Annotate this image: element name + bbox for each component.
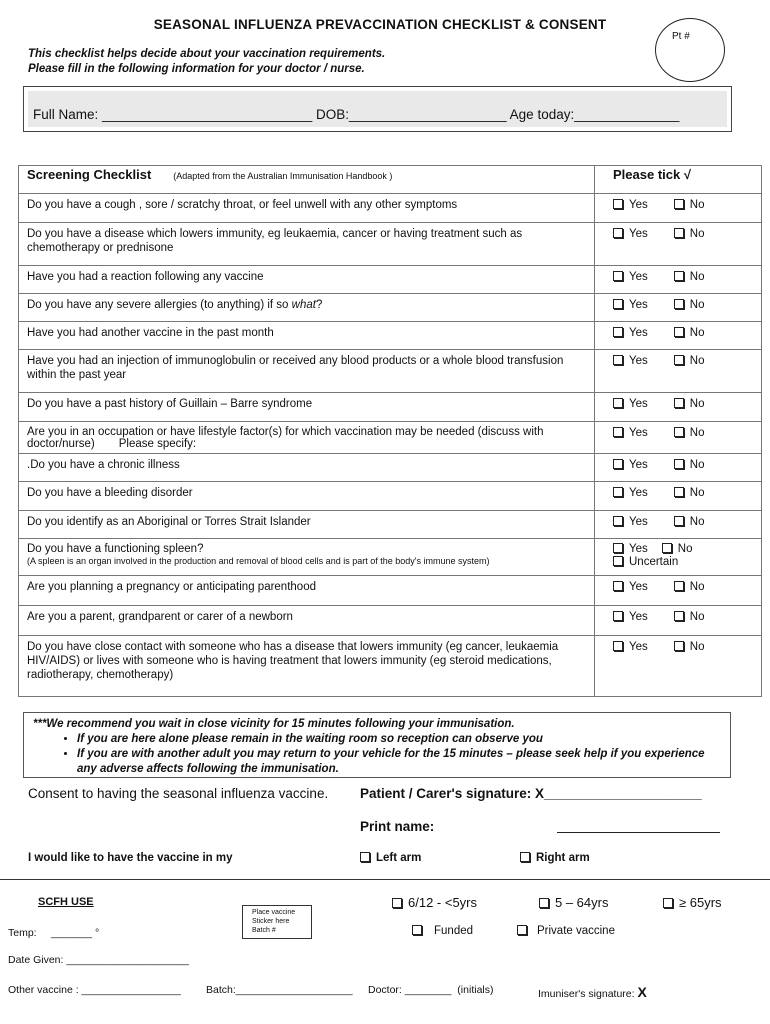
yes-label: Yes: [629, 516, 648, 528]
table-row: [19, 636, 762, 697]
question-bleeding-disorder: Do you have a bleeding disorder: [19, 482, 595, 511]
table-row: [19, 194, 762, 223]
checkbox-icon[interactable]: [674, 228, 684, 238]
office-use-divider: [0, 879, 770, 880]
checkbox-icon[interactable]: [674, 398, 684, 408]
checkbox-icon[interactable]: [392, 898, 402, 908]
no-label: No: [689, 228, 705, 240]
no-label: No: [689, 199, 705, 211]
notice-bullet-adult: • If you are with another adult you may return to your vehicle for the 15 minutes – please seek help if you experience any adverse affects following the immunisation.: [77, 747, 723, 777]
batch-field[interactable]: Batch:____________________: [206, 984, 353, 996]
table-row: [19, 606, 762, 636]
spleen-note: (A spleen is an organ involved in the production and removal of blood cells and is part of the body's immune system): [27, 556, 490, 566]
no-label: No: [689, 516, 705, 528]
yes-label: Yes: [629, 543, 648, 555]
patient-number-label: Pt #: [672, 31, 690, 42]
intro-text: [28, 47, 385, 77]
checkbox-icon[interactable]: [613, 581, 623, 591]
checkbox-icon[interactable]: [613, 271, 623, 281]
checkbox-icon[interactable]: [613, 199, 623, 209]
yes-label: Yes: [629, 271, 648, 283]
checkbox-icon[interactable]: [613, 611, 623, 621]
checkbox-icon[interactable]: [613, 516, 623, 526]
checkbox-icon[interactable]: [517, 925, 527, 935]
checkbox-icon[interactable]: [613, 427, 623, 437]
no-label: No: [677, 543, 693, 555]
yes-label: Yes: [629, 427, 648, 439]
other-vaccine-field[interactable]: Other vaccine : _________________: [8, 984, 181, 996]
table-row: [19, 322, 762, 350]
checkbox-icon[interactable]: [663, 898, 673, 908]
date-given-field[interactable]: Date Given: _____________________: [8, 954, 189, 966]
checkbox-icon[interactable]: [613, 641, 623, 651]
table-row: [19, 350, 762, 393]
yes-label: Yes: [629, 299, 648, 311]
checkbox-icon[interactable]: [674, 199, 684, 209]
checkbox-icon[interactable]: [674, 459, 684, 469]
question-close-contact: Do you have close contact with someone who has a disease that lowers immunity (eg cancer, leukaemia HIV/AIDS) or lives with someone who is having treatment that lowers immunity (eg steroid medications, radiotherapy, chemotherapy): [19, 636, 595, 697]
arm-question: I would like to have the vaccine in my: [28, 852, 233, 864]
temperature-field[interactable]: Temp: _______ °: [8, 927, 100, 939]
question-pregnancy: Are you planning a pregnancy or anticipating parenthood: [19, 576, 595, 606]
table-row: [19, 576, 762, 606]
checkbox-icon[interactable]: [520, 852, 530, 862]
table-row: [19, 511, 762, 539]
table-row: [19, 266, 762, 294]
left-arm-option: Left arm: [360, 852, 421, 864]
no-label: No: [689, 327, 705, 339]
question-immunity-disease: Do you have a disease which lowers immunity, eg leukaemia, cancer or having treatment such as chemotherapy or prednisone: [19, 223, 595, 266]
checkbox-icon[interactable]: [674, 327, 684, 337]
checkbox-icon[interactable]: [613, 228, 623, 238]
yes-label: Yes: [629, 487, 648, 499]
yes-label: Yes: [629, 327, 648, 339]
checkbox-icon[interactable]: [360, 852, 370, 862]
age-option-under-5: 6/12 - <5yrs: [392, 895, 477, 910]
question-occupation: Are you in an occupation or have lifestyle factor(s) for which vaccination may be needed (discuss with doctor/nurse) Please specify:: [19, 422, 595, 454]
form-title: SEASONAL INFLUENZA PREVACCINATION CHECKLIST & CONSENT: [153, 17, 607, 32]
checkbox-icon[interactable]: [674, 611, 684, 621]
notice-line: ***We recommend you wait in close vicinity for 15 minutes following your immunisation.: [33, 718, 515, 730]
question-blood-products: Have you had an injection of immunoglobulin or received any blood products or a whole blood transfusion within the past year: [19, 350, 595, 393]
no-label: No: [689, 427, 705, 439]
question-chronic-illness: .Do you have a chronic illness: [19, 454, 595, 482]
right-arm-option: Right arm: [520, 852, 590, 864]
checkbox-icon[interactable]: [613, 299, 623, 309]
checklist-header: [19, 166, 762, 194]
consent-text: Consent to having the seasonal influenza vaccine.: [28, 786, 329, 801]
question-spleen: Do you have a functioning spleen? (A spleen is an organ involved in the production and removal of blood cells and is part of the body's immune system): [19, 539, 595, 576]
uncertain-label: Uncertain: [629, 556, 679, 568]
no-label: No: [689, 641, 705, 653]
print-name-label: Print name:: [360, 819, 435, 834]
question-newborn-carer: Are you a parent, grandparent or carer of a newborn: [19, 606, 595, 636]
checkbox-icon[interactable]: [613, 556, 623, 566]
yes-label: Yes: [629, 641, 648, 653]
yes-label: Yes: [629, 355, 648, 367]
patient-number-circle[interactable]: [655, 18, 725, 82]
checkbox-icon[interactable]: [674, 516, 684, 526]
no-label: No: [689, 398, 705, 410]
question-cough: Do you have a cough , sore / scratchy throat, or feel unwell with any other symptoms: [19, 194, 595, 223]
table-row: [19, 393, 762, 422]
checkbox-icon[interactable]: [412, 925, 422, 935]
question-guillain-barre: Do you have a past history of Guillain – Barre syndrome: [19, 393, 595, 422]
question-allergies: Do you have any severe allergies (to anything) if so what?: [19, 294, 595, 322]
table-row: [19, 223, 762, 266]
office-use-label: SCFH USE: [38, 896, 94, 908]
doctor-initials-field[interactable]: Doctor: ________ (initials): [368, 984, 494, 996]
yes-label: Yes: [629, 459, 648, 471]
checkbox-icon[interactable]: [613, 543, 623, 553]
notice-bullet-alone: • If you are here alone please remain in the waiting room so reception can observe you: [77, 732, 723, 747]
no-label: No: [689, 459, 705, 471]
checkbox-icon[interactable]: [539, 898, 549, 908]
table-row: [19, 482, 762, 511]
yes-label: Yes: [629, 398, 648, 410]
checkbox-icon[interactable]: [613, 398, 623, 408]
no-label: No: [689, 487, 705, 499]
checkbox-icon[interactable]: [674, 299, 684, 309]
funded-option: Funded: [412, 925, 473, 937]
checkbox-icon[interactable]: [613, 487, 623, 497]
yes-label: Yes: [629, 611, 648, 623]
no-label: No: [689, 299, 705, 311]
intro-line-1: This checklist helps decide about your vaccination requirements.: [28, 48, 386, 60]
tick-header: Please tick √: [595, 166, 762, 194]
checkbox-icon[interactable]: [674, 487, 684, 497]
question-recent-vaccine: Have you had another vaccine in the past month: [19, 322, 595, 350]
screening-checklist: [18, 165, 762, 697]
checkbox-icon[interactable]: [674, 581, 684, 591]
no-label: No: [689, 355, 705, 367]
signature-field[interactable]: Patient / Carer's signature: X_____________________: [360, 786, 702, 801]
table-row: [19, 539, 762, 576]
checkbox-icon[interactable]: [613, 459, 623, 469]
yes-label: Yes: [629, 199, 648, 211]
checklist-title: Screening Checklist: [27, 167, 152, 182]
checkbox-icon[interactable]: [674, 641, 684, 651]
checkbox-icon[interactable]: [674, 271, 684, 281]
print-name-field[interactable]: [557, 832, 720, 833]
no-label: No: [689, 581, 705, 593]
no-label: No: [689, 271, 705, 283]
checkbox-icon[interactable]: [613, 327, 623, 337]
table-row: [19, 294, 762, 322]
checkbox-icon[interactable]: [674, 355, 684, 365]
checkbox-icon[interactable]: [613, 355, 623, 365]
yes-label: Yes: [629, 581, 648, 593]
question-vaccine-reaction: Have you had a reaction following any vaccine: [19, 266, 595, 294]
table-row: [19, 454, 762, 482]
vaccine-sticker-box: Place vaccine Sticker here Batch #: [242, 905, 312, 939]
question-aboriginal: Do you identify as an Aboriginal or Torres Strait Islander: [19, 511, 595, 539]
checkbox-icon[interactable]: [674, 427, 684, 437]
no-label: No: [689, 611, 705, 623]
intro-line-2: Please fill in the following information for your doctor / nurse.: [28, 63, 365, 75]
checkbox-icon[interactable]: [662, 543, 672, 553]
table-row: [19, 422, 762, 454]
age-option-65-plus: ≥ 65yrs: [663, 895, 722, 910]
patient-details-fields[interactable]: Full Name: ____________________________ DOB:_____________________ Age today:______________: [33, 107, 680, 122]
waiting-notice: [33, 717, 723, 777]
age-option-5-64: 5 – 64yrs: [539, 895, 608, 910]
yes-label: Yes: [629, 228, 648, 240]
checklist-subtitle: (Adapted from the Australian Immunisation Handbook ): [173, 171, 393, 181]
private-vaccine-option: Private vaccine: [517, 925, 615, 937]
imuniser-signature-field[interactable]: Imuniser's signature: X: [538, 984, 647, 1000]
